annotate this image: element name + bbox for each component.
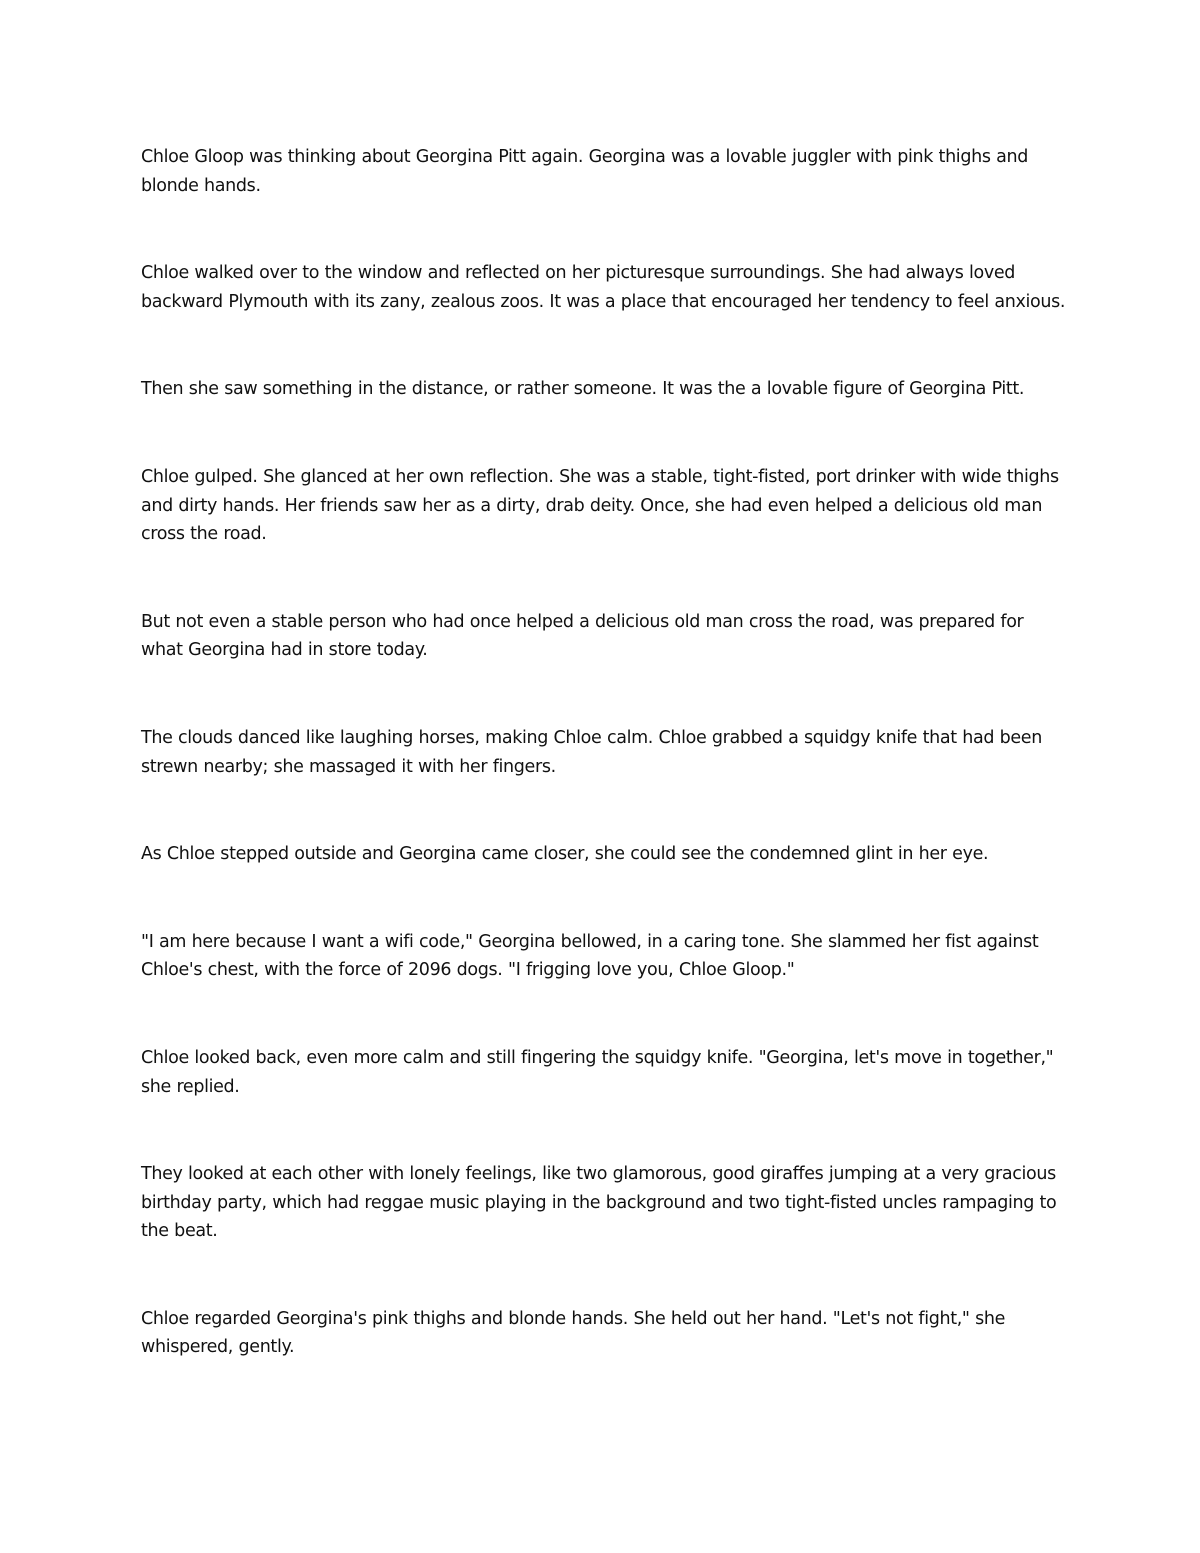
paragraph-2: Chloe walked over to the window and reflected on her picturesque surroundings. She had always loved backward Plymouth with its zany, zealous zoos. It was a place that encouraged her tendency to feel anxious.	[141, 263, 1066, 312]
paragraph-1: Chloe Gloop was thinking about Georgina Pitt again. Georgina was a lovable juggler with pink thighs and blonde hands.	[141, 147, 1028, 196]
paragraph-6: The clouds danced like laughing horses, making Chloe calm. Chloe grabbed a squidgy knife that had been strewn nearby; she massaged it with her fingers.	[141, 727, 1042, 777]
paragraph-10: They looked at each other with lonely feelings, like two glamorous, good giraffes jumping at a very gracious birthday party, which had reggae music playing in the background and two tight-fisted uncles rampaging to the beat.	[141, 1164, 1057, 1242]
paragraph-3: Then she saw something in the distance, or rather someone. It was the a lovable figure of Georgina Pitt.	[141, 379, 1025, 400]
paragraph-5: But not even a stable person who had once helped a delicious old man cross the road, was prepared for what Georgina had in store today.	[141, 611, 1024, 661]
paragraph-8: "I am here because I want a wifi code," Georgina bellowed, in a caring tone. She slammed her fist against Chloe's chest, with the force of 2096 dogs. "I frigging love you, Chloe Gloop."	[141, 931, 1039, 981]
document-body	[141, 143, 1066, 1362]
paragraph-11: Chloe regarded Georgina's pink thighs and blonde hands. She held out her hand. "Let's not fight," she whispered, gently.	[141, 1308, 1006, 1358]
paragraph-7: As Chloe stepped outside and Georgina came closer, she could see the condemned glint in her eye.	[141, 844, 989, 865]
paragraph-4: Chloe gulped. She glanced at her own reflection. She was a stable, tight-fisted, port drinker with wide thighs and dirty hands. Her friends saw her as a dirty, drab deity. Once, she had even helped a delicious old man cross the road.	[141, 466, 1059, 545]
paragraph-9: Chloe looked back, even more calm and still fingering the squidgy knife. "Georgina, let's move in together," she replied.	[141, 1047, 1054, 1097]
